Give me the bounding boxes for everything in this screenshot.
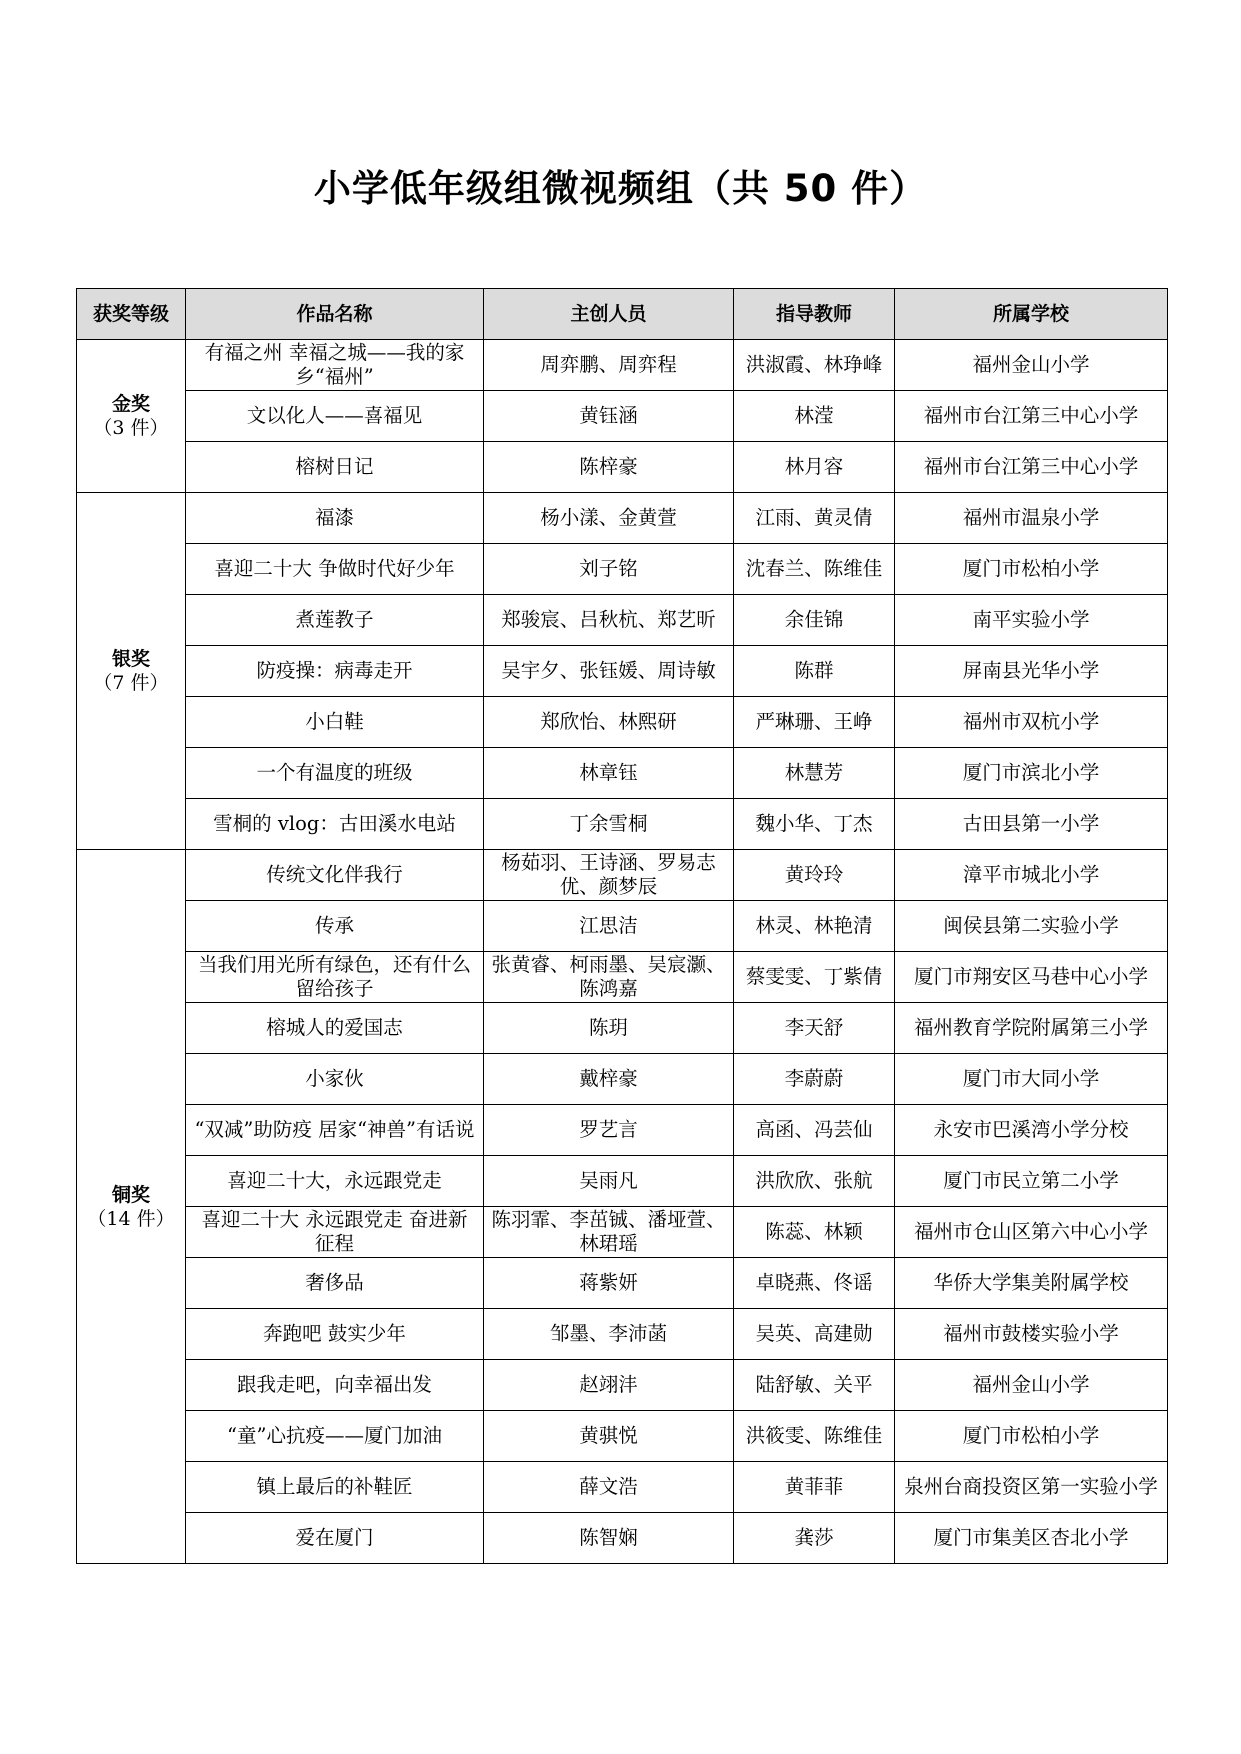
creators-cell: 薛文浩 [484, 1462, 734, 1513]
teacher-cell: 蔡雯雯、丁紫倩 [734, 952, 895, 1003]
column-header-creators: 主创人员 [484, 289, 734, 340]
school-cell: 古田县第一小学 [895, 799, 1168, 850]
table-row [77, 442, 1168, 493]
work-cell: 奢侈品 [186, 1258, 484, 1309]
teacher-cell: 陈群 [734, 646, 895, 697]
table-row [77, 340, 1168, 391]
creators-cell: 陈玥 [484, 1003, 734, 1054]
teacher-cell: 林月容 [734, 442, 895, 493]
teacher-cell: 龚莎 [734, 1513, 895, 1564]
teacher-cell: 卓晓燕、佟谣 [734, 1258, 895, 1309]
creators-cell: 戴梓豪 [484, 1054, 734, 1105]
school-cell: 厦门市集美区杏北小学 [895, 1513, 1168, 1564]
school-cell: 厦门市滨北小学 [895, 748, 1168, 799]
school-cell: 福州教育学院附属第三小学 [895, 1003, 1168, 1054]
award-level-cell [77, 493, 186, 850]
creators-cell: 罗艺言 [484, 1105, 734, 1156]
work-cell: 当我们用光所有绿色，还有什么留给孩子 [186, 952, 484, 1003]
school-cell: 厦门市松柏小学 [895, 544, 1168, 595]
award-level-label: 金奖 [111, 393, 150, 415]
work-cell: 榕树日记 [186, 442, 484, 493]
work-cell: 小白鞋 [186, 697, 484, 748]
table-row [77, 1156, 1168, 1207]
work-cell: 福漆 [186, 493, 484, 544]
teacher-cell: 沈春兰、陈维佳 [734, 544, 895, 595]
work-cell: 小家伙 [186, 1054, 484, 1105]
table-header-row [77, 289, 1168, 340]
award-count-label: （3 件） [93, 417, 169, 439]
creators-cell: 黄钰涵 [484, 391, 734, 442]
column-header-teacher: 指导教师 [734, 289, 895, 340]
column-header-school: 所属学校 [895, 289, 1168, 340]
creators-cell: 杨小漾、金黄萱 [484, 493, 734, 544]
school-cell: 厦门市松柏小学 [895, 1411, 1168, 1462]
work-cell: 一个有温度的班级 [186, 748, 484, 799]
teacher-cell: 林滢 [734, 391, 895, 442]
school-cell: 闽侯县第二实验小学 [895, 901, 1168, 952]
creators-cell: 黄骐悦 [484, 1411, 734, 1462]
teacher-cell: 陈蕊、林颖 [734, 1207, 895, 1258]
creators-cell: 杨茹羽、王诗涵、罗易志优、颜梦辰 [484, 850, 734, 901]
work-cell: 爱在厦门 [186, 1513, 484, 1564]
creators-cell: 吴雨凡 [484, 1156, 734, 1207]
award-table [76, 288, 1168, 1564]
work-cell: “双减”助防疫 居家“神兽”有话说 [186, 1105, 484, 1156]
table-row [77, 748, 1168, 799]
table-row [77, 544, 1168, 595]
creators-cell: 陈智娴 [484, 1513, 734, 1564]
school-cell: 泉州台商投资区第一实验小学 [895, 1462, 1168, 1513]
award-count-label: （7 件） [93, 672, 169, 694]
work-cell: 传承 [186, 901, 484, 952]
table-row [77, 391, 1168, 442]
creators-cell: 郑骏宸、吕秋杭、郑艺昕 [484, 595, 734, 646]
school-cell: 厦门市翔安区马巷中心小学 [895, 952, 1168, 1003]
work-cell: 榕城人的爱国志 [186, 1003, 484, 1054]
teacher-cell: 吴英、高建勋 [734, 1309, 895, 1360]
creators-cell: 张黄睿、柯雨墨、吴宸灏、陈鸿嘉 [484, 952, 734, 1003]
table-row [77, 1003, 1168, 1054]
work-cell: 跟我走吧，向幸福出发 [186, 1360, 484, 1411]
table-row [77, 1513, 1168, 1564]
page-title: 小学低年级组微视频组（共 50 件） [313, 167, 928, 210]
table-row [77, 697, 1168, 748]
school-cell: 厦门市民立第二小学 [895, 1156, 1168, 1207]
teacher-cell: 林慧芳 [734, 748, 895, 799]
column-header-work: 作品名称 [186, 289, 484, 340]
creators-cell: 刘子铭 [484, 544, 734, 595]
teacher-cell: 洪淑霞、林琤峰 [734, 340, 895, 391]
school-cell: 福州金山小学 [895, 340, 1168, 391]
table-row [77, 952, 1168, 1003]
creators-cell: 林章钰 [484, 748, 734, 799]
table-row [77, 595, 1168, 646]
creators-cell: 吴宇夕、张钰媛、周诗敏 [484, 646, 734, 697]
teacher-cell: 余佳锦 [734, 595, 895, 646]
teacher-cell: 李蔚蔚 [734, 1054, 895, 1105]
teacher-cell: 魏小华、丁杰 [734, 799, 895, 850]
table-row [77, 901, 1168, 952]
table-row [77, 1360, 1168, 1411]
work-cell: 奔跑吧 鼓实少年 [186, 1309, 484, 1360]
work-cell: 喜迎二十大 永远跟党走 奋进新征程 [186, 1207, 484, 1258]
creators-cell: 陈羽霏、李茁铖、潘垭萱、林珺瑶 [484, 1207, 734, 1258]
school-cell: 南平实验小学 [895, 595, 1168, 646]
school-cell: 厦门市大同小学 [895, 1054, 1168, 1105]
table-row [77, 1411, 1168, 1462]
teacher-cell: 李天舒 [734, 1003, 895, 1054]
work-cell: 传统文化伴我行 [186, 850, 484, 901]
table-body [77, 340, 1168, 1564]
award-level-label: 铜奖 [111, 1183, 150, 1206]
work-cell: 雪桐的 vlog：古田溪水电站 [186, 799, 484, 850]
school-cell: 福州市鼓楼实验小学 [895, 1309, 1168, 1360]
work-cell: 煮莲教子 [186, 595, 484, 646]
teacher-cell: 严琳珊、王峥 [734, 697, 895, 748]
school-cell: 福州市温泉小学 [895, 493, 1168, 544]
table-row [77, 799, 1168, 850]
teacher-cell: 高函、冯芸仙 [734, 1105, 895, 1156]
school-cell: 福州市台江第三中心小学 [895, 442, 1168, 493]
teacher-cell: 洪筱雯、陈维佳 [734, 1411, 895, 1462]
school-cell: 漳平市城北小学 [895, 850, 1168, 901]
award-level-cell [77, 340, 186, 493]
work-cell: “童”心抗疫——厦门加油 [186, 1411, 484, 1462]
creators-cell: 赵翊沣 [484, 1360, 734, 1411]
school-cell: 福州市台江第三中心小学 [895, 391, 1168, 442]
creators-cell: 蒋紫妍 [484, 1258, 734, 1309]
school-cell: 福州市双杭小学 [895, 697, 1168, 748]
work-cell: 文以化人——喜福见 [186, 391, 484, 442]
teacher-cell: 黄菲菲 [734, 1462, 895, 1513]
creators-cell: 周弈鹏、周弈程 [484, 340, 734, 391]
work-cell: 喜迎二十大 争做时代好少年 [186, 544, 484, 595]
table-row [77, 1105, 1168, 1156]
work-cell: 喜迎二十大，永远跟党走 [186, 1156, 484, 1207]
creators-cell: 丁余雪桐 [484, 799, 734, 850]
table-row [77, 1309, 1168, 1360]
award-level-label: 银奖 [111, 648, 150, 670]
teacher-cell: 洪欣欣、张航 [734, 1156, 895, 1207]
teacher-cell: 林灵、林艳清 [734, 901, 895, 952]
school-cell: 福州市仓山区第六中心小学 [895, 1207, 1168, 1258]
award-count-label: （14 件） [87, 1207, 175, 1230]
teacher-cell: 陆舒敏、关平 [734, 1360, 895, 1411]
work-cell: 防疫操：病毒走开 [186, 646, 484, 697]
creators-cell: 陈梓豪 [484, 442, 734, 493]
school-cell: 福州金山小学 [895, 1360, 1168, 1411]
school-cell: 屏南县光华小学 [895, 646, 1168, 697]
work-cell: 镇上最后的补鞋匠 [186, 1462, 484, 1513]
table-row [77, 1462, 1168, 1513]
teacher-cell: 江雨、黄灵倩 [734, 493, 895, 544]
teacher-cell: 黄玲玲 [734, 850, 895, 901]
school-cell: 永安市巴溪湾小学分校 [895, 1105, 1168, 1156]
table-row [77, 1258, 1168, 1309]
table-row [77, 493, 1168, 544]
creators-cell: 郑欣怡、林熙研 [484, 697, 734, 748]
table-row [77, 1054, 1168, 1105]
column-header-level: 获奖等级 [77, 289, 186, 340]
creators-cell: 江思洁 [484, 901, 734, 952]
table-row [77, 850, 1168, 901]
table-row [77, 1207, 1168, 1258]
award-level-cell [77, 850, 186, 1564]
table-row [77, 646, 1168, 697]
work-cell: 有福之州 幸福之城——我的家乡“福州” [186, 340, 484, 391]
creators-cell: 邹墨、李沛菡 [484, 1309, 734, 1360]
school-cell: 华侨大学集美附属学校 [895, 1258, 1168, 1309]
